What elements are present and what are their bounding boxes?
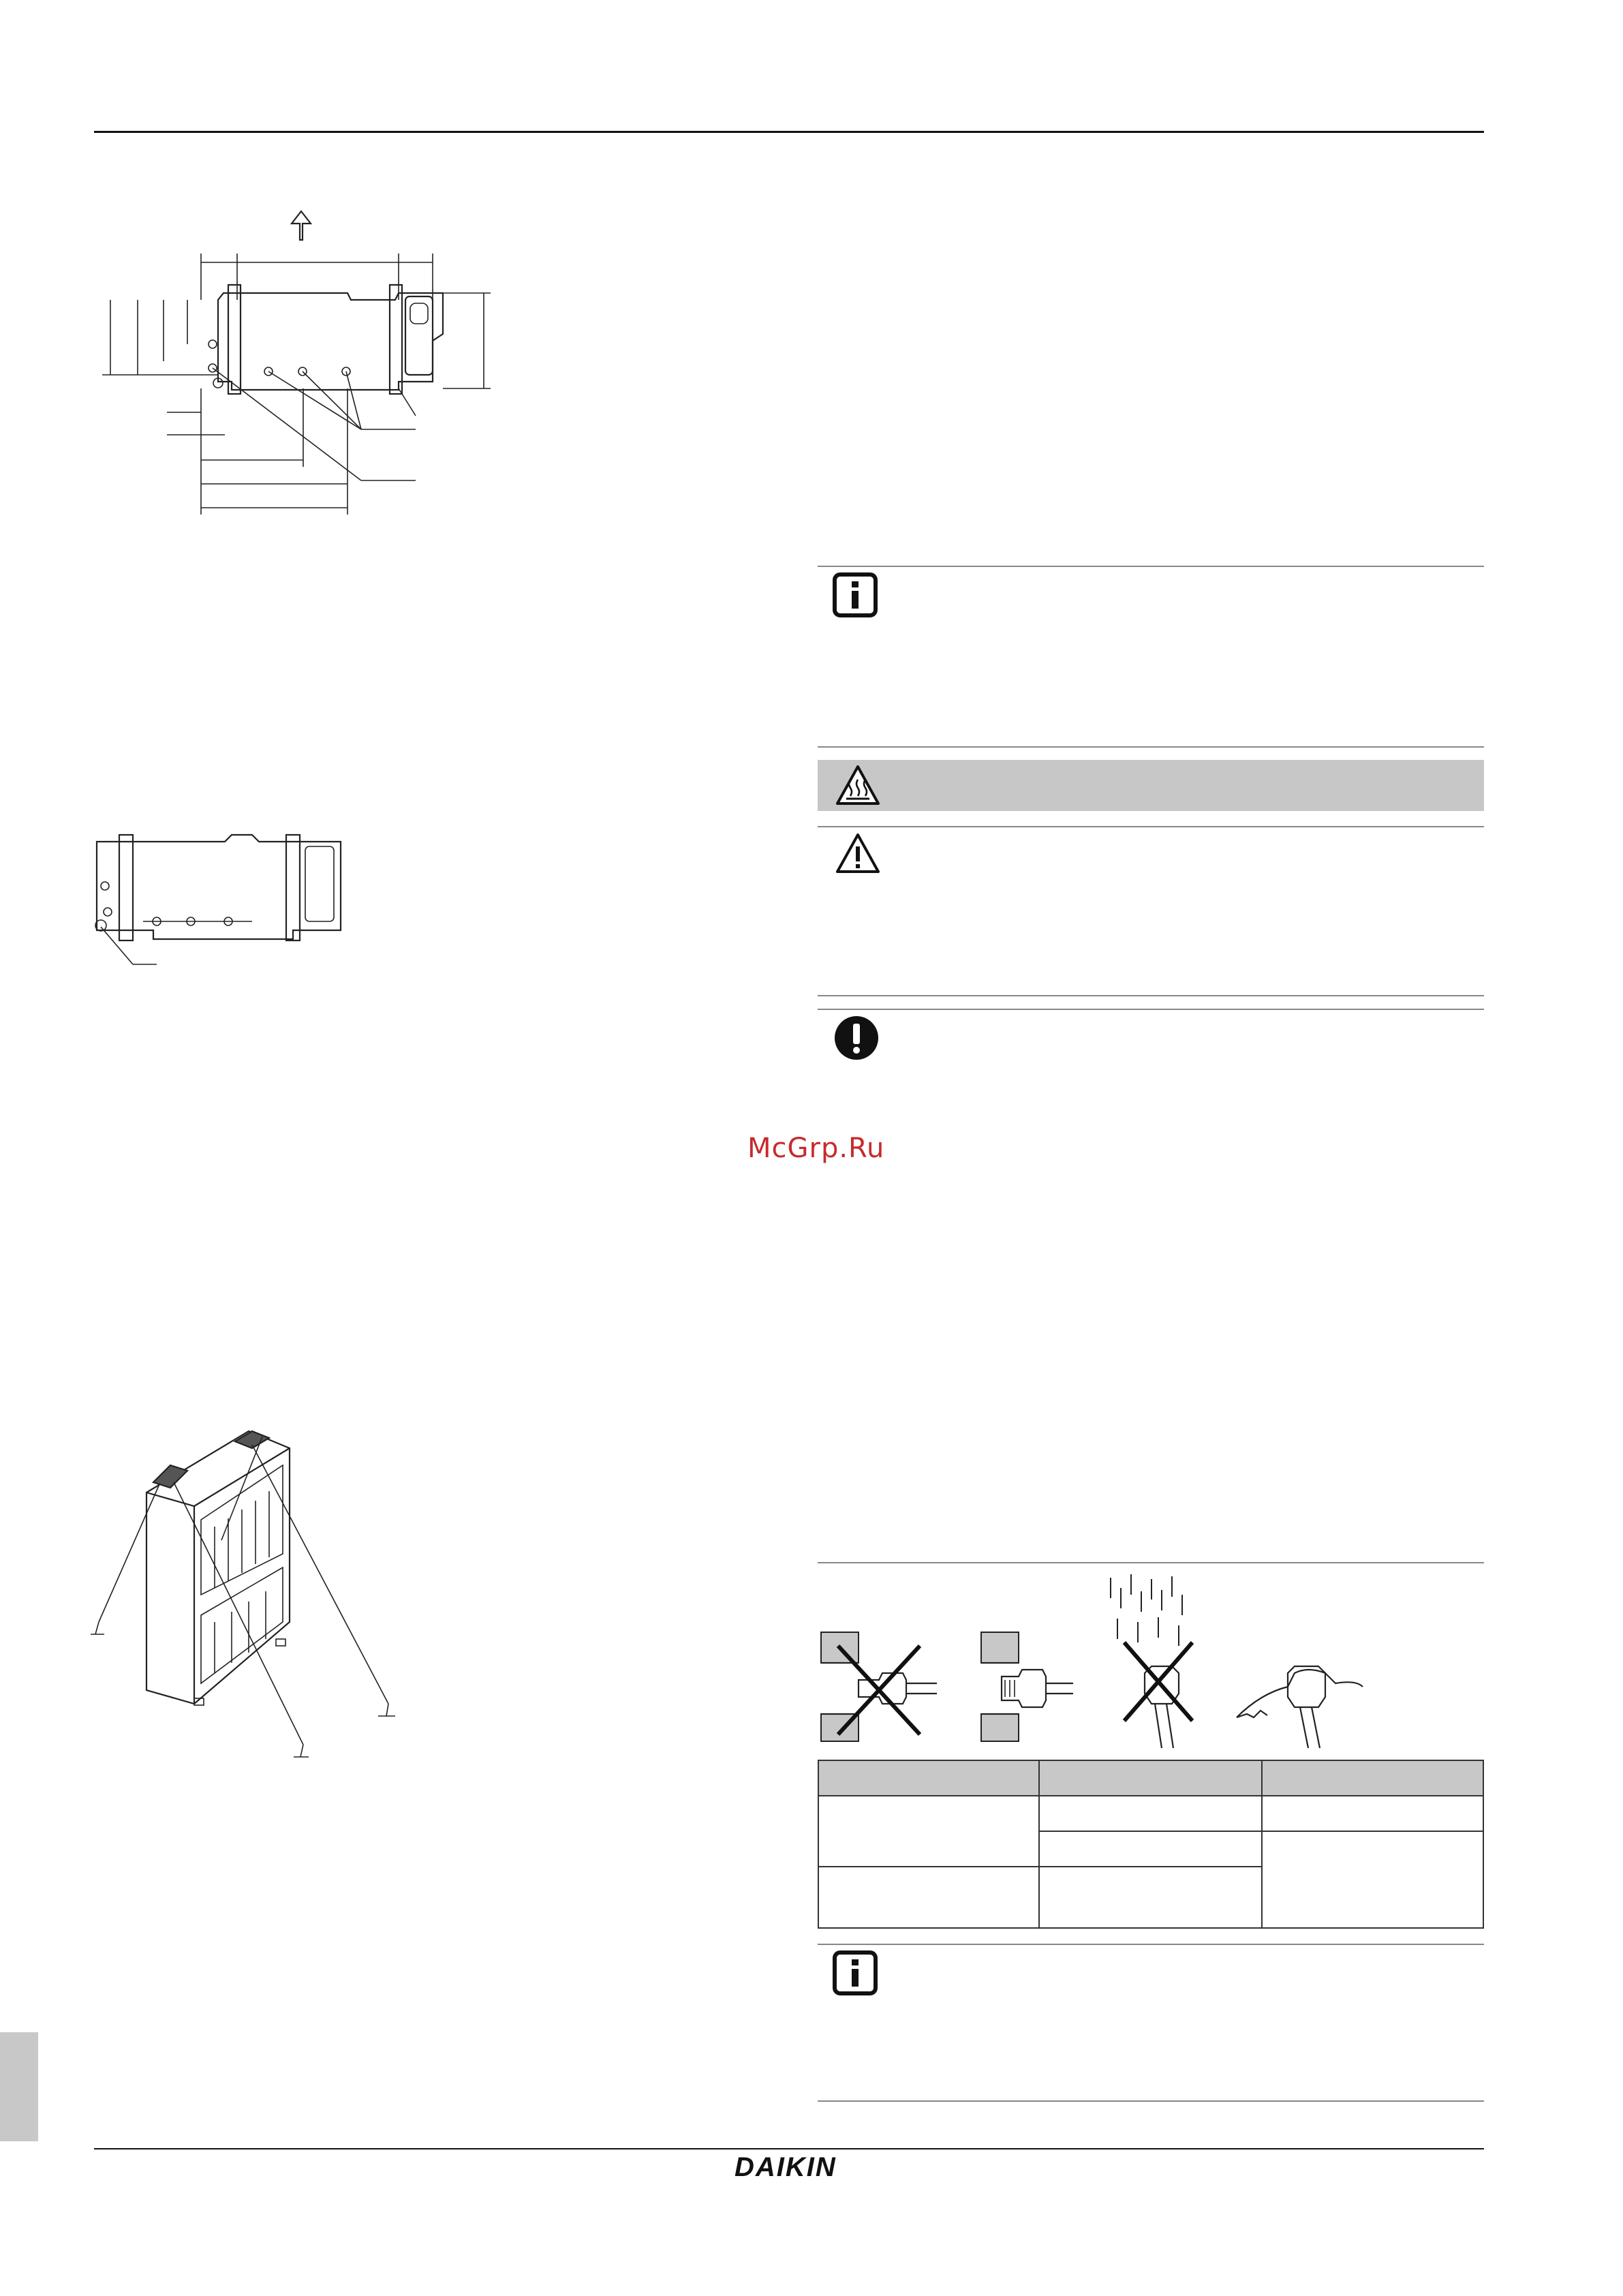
watermark-text: McGrp.Ru [747, 1133, 885, 1164]
pipe-protection-table [818, 1760, 1484, 1929]
notice-top-rule [818, 566, 1484, 567]
figure-dimension-top-view [95, 204, 518, 525]
footer-rule [94, 2148, 1484, 2149]
table-cell [1262, 1831, 1483, 1928]
hot-surface-band [818, 760, 1484, 811]
warning-bottom-rule [818, 995, 1484, 996]
notice-2-top-rule [818, 1944, 1484, 1945]
warning-icon [835, 833, 880, 874]
table-cell [818, 1796, 1039, 1867]
table-header-cell [1262, 1760, 1483, 1796]
table-cell [1262, 1796, 1483, 1831]
table-cell [1039, 1831, 1261, 1867]
daikin-logo: DAIKIN [735, 2152, 837, 2182]
table-header-cell [818, 1760, 1039, 1796]
table-cell [1039, 1796, 1261, 1831]
header-rule [94, 131, 1484, 133]
table-header-row [818, 1760, 1483, 1796]
side-tab [0, 2032, 38, 2141]
table-cell [1039, 1867, 1261, 1928]
pipe-figure-top-rule [818, 1562, 1484, 1563]
table-row [818, 1796, 1483, 1831]
hot-surface-icon [835, 765, 880, 806]
caution-icon [833, 1014, 880, 1062]
table-header-cell [1039, 1760, 1261, 1796]
table-cell [818, 1867, 1039, 1928]
notice-bottom-rule [818, 746, 1484, 748]
figure-unit-anchoring [78, 1418, 419, 1772]
info-icon [833, 1950, 878, 1995]
notice-2-bottom-rule [818, 2100, 1484, 2102]
figure-pipe-protection [818, 1571, 1376, 1755]
figure-unit-bottom-view [89, 831, 361, 981]
warning-top-rule [818, 826, 1484, 827]
caution-top-rule [818, 1009, 1484, 1010]
info-icon [833, 572, 878, 617]
